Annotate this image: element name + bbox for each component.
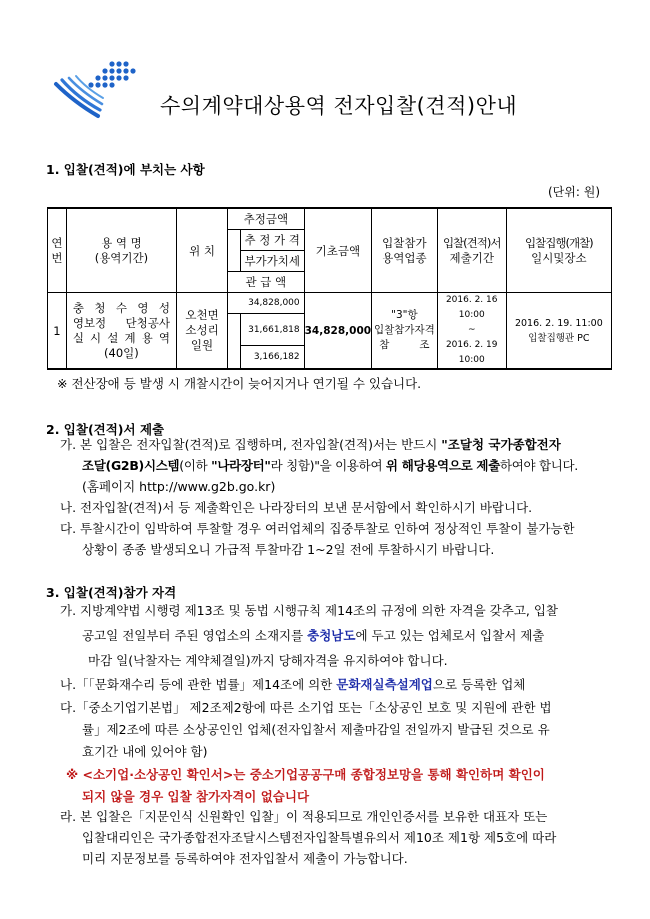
- section3-item-da-line3: 효기간 내에 있어야 함): [82, 744, 208, 759]
- col-no-header: 연번: [48, 208, 67, 293]
- section2-heading: 2. 입찰(견적)서 제출: [46, 422, 165, 437]
- unit-label: (단위: 원): [548, 185, 600, 199]
- section2-item-ga-line2: 조달(G2B)시스템(이하 "나라장터"라 칭함)"을 이용하여 위 해당용역으로 제출하여야 합니다.: [82, 458, 578, 473]
- section3-item-na: 나.「「문화재수리 등에 관한 법률」제14조에 의한 문화재실측설계업으로 등록한 업체: [60, 677, 526, 692]
- section3-item-ga-line3: 마감 일(낙찰자는 계약체결일)까지 당해자격을 유지하여야 합니다.: [88, 653, 448, 668]
- row-est-price: 31,661,818: [240, 314, 304, 346]
- section2-homepage-link[interactable]: (홈페이지 http://www.g2b.go.kr): [82, 479, 276, 494]
- row-submit-period: 2016. 2. 16 10:00 ~ 2016. 2. 19 10:00: [437, 293, 506, 370]
- section3-item-ra-line2: 입찰대리인은 국가종합전자조달시스템전자입찰특별유의서 제10조 제1항 제5호에 따라: [82, 830, 557, 845]
- section2-item-da-line1: 다. 투찰시간이 임박하여 투찰할 경우 여러업체의 집중투찰로 인하여 정상적인 투찰이 불가능한: [60, 521, 575, 536]
- section3-item-da-line1: 다.「중소기업기본법」 제2조제2항에 따른 소기업 또는「소상공인 보호 및 지원에 관한 법: [60, 700, 552, 715]
- section2-item-da-line2: 상황이 종종 발생되오니 가급적 투찰마감 1~2일 전에 투찰하시기 바랍니다.: [82, 542, 495, 557]
- col-est-price-header: 추 정 가 격: [240, 230, 304, 251]
- col-est-amount-header: 추정금액: [228, 208, 305, 230]
- section3-warning-line2: 되지 않을 경우 입찰 참가자격이 없습니다: [82, 789, 310, 804]
- row-vat: 3,166,182: [240, 346, 304, 370]
- outage-note: ※ 전산장애 등 발생 시 개찰시간이 늦어지거나 연기될 수 있습니다.: [57, 376, 422, 391]
- col-supply-header: 관 급 액: [228, 272, 305, 293]
- section3-item-ra-line3: 미리 지문정보를 등록하여야 전자입찰서 제출이 가능합니다.: [82, 851, 408, 866]
- section1-heading: 1. 입찰(견적)에 부치는 사항: [46, 162, 205, 177]
- table-row: [48, 293, 612, 314]
- bid-table: [47, 207, 612, 370]
- row-est-amount: 34,828,000: [228, 293, 305, 314]
- col-location-header: 위 치: [177, 208, 228, 293]
- col-vat-header: 부가가치세: [240, 251, 304, 272]
- row-no: 1: [48, 293, 67, 370]
- col-base-amount-header: 기초금액: [304, 208, 371, 293]
- section3-item-ga-line2: 공고일 전일부터 주된 영업소의 소재지를 충청남도에 두고 있는 업체로서 입찰서 제출: [82, 628, 545, 643]
- page-title: 수의계약대상용역 전자입찰(견적)안내: [160, 94, 518, 118]
- section2-item-na: 나. 전자입찰(견적)서 등 제출확인은 나라장터의 보낸 문서함에서 확인하시기 바랍니다.: [60, 500, 533, 515]
- section3-warning-line1: ※ <소기업·소상공인 확인서>는 중소기업공공구매 종합정보망을 통해 확인하며 확인이: [66, 767, 545, 782]
- col-industry-header: 입찰참가 용역업종: [372, 208, 438, 293]
- row-name: 충 청 수 영 성 영보정 단청공사 실 시 설 계 용 역 (40일): [66, 293, 176, 370]
- row-industry: "3"항 입찰참가자격 참 조: [372, 293, 438, 370]
- col-name-header: 용 역 명 (용역기간): [66, 208, 176, 293]
- col-opening-header: 입찰집행(개찰) 일시및장소: [506, 208, 611, 293]
- section3-item-ga-line1: 가. 지방계약법 시행령 제13조 및 동법 시행규칙 제14조의 규정에 의한 자격을 갖추고, 입찰: [60, 603, 558, 618]
- row-base-amount: 34,828,000: [304, 293, 371, 370]
- section3-heading: 3. 입찰(견적)참가 자격: [46, 585, 177, 600]
- section3-item-ra-line1: 라. 본 입찰은「지문인식 신원확인 입찰」이 적용되므로 개인인증서를 보유한 대표자 또는: [60, 809, 548, 824]
- col-submit-header: 입찰(견적)서 제출기간: [437, 208, 506, 293]
- row-opening: 2016. 2. 19. 11:00 입찰집행관 PC: [506, 293, 611, 370]
- row-location: 오천면 소성리 일원: [177, 293, 228, 370]
- section2-item-ga-line1: 가. 본 입찰은 전자입찰(견적)로 집행하며, 전자입찰(견적)서는 반드시 "조달청 국가종합전자: [60, 437, 561, 452]
- section3-item-da-line2: 률」제2조에 따른 소상공인인 업체(전자입찰서 제출마감일 전일까지 발급된 것으로 유: [82, 722, 550, 737]
- organization-logo-icon: [52, 58, 142, 120]
